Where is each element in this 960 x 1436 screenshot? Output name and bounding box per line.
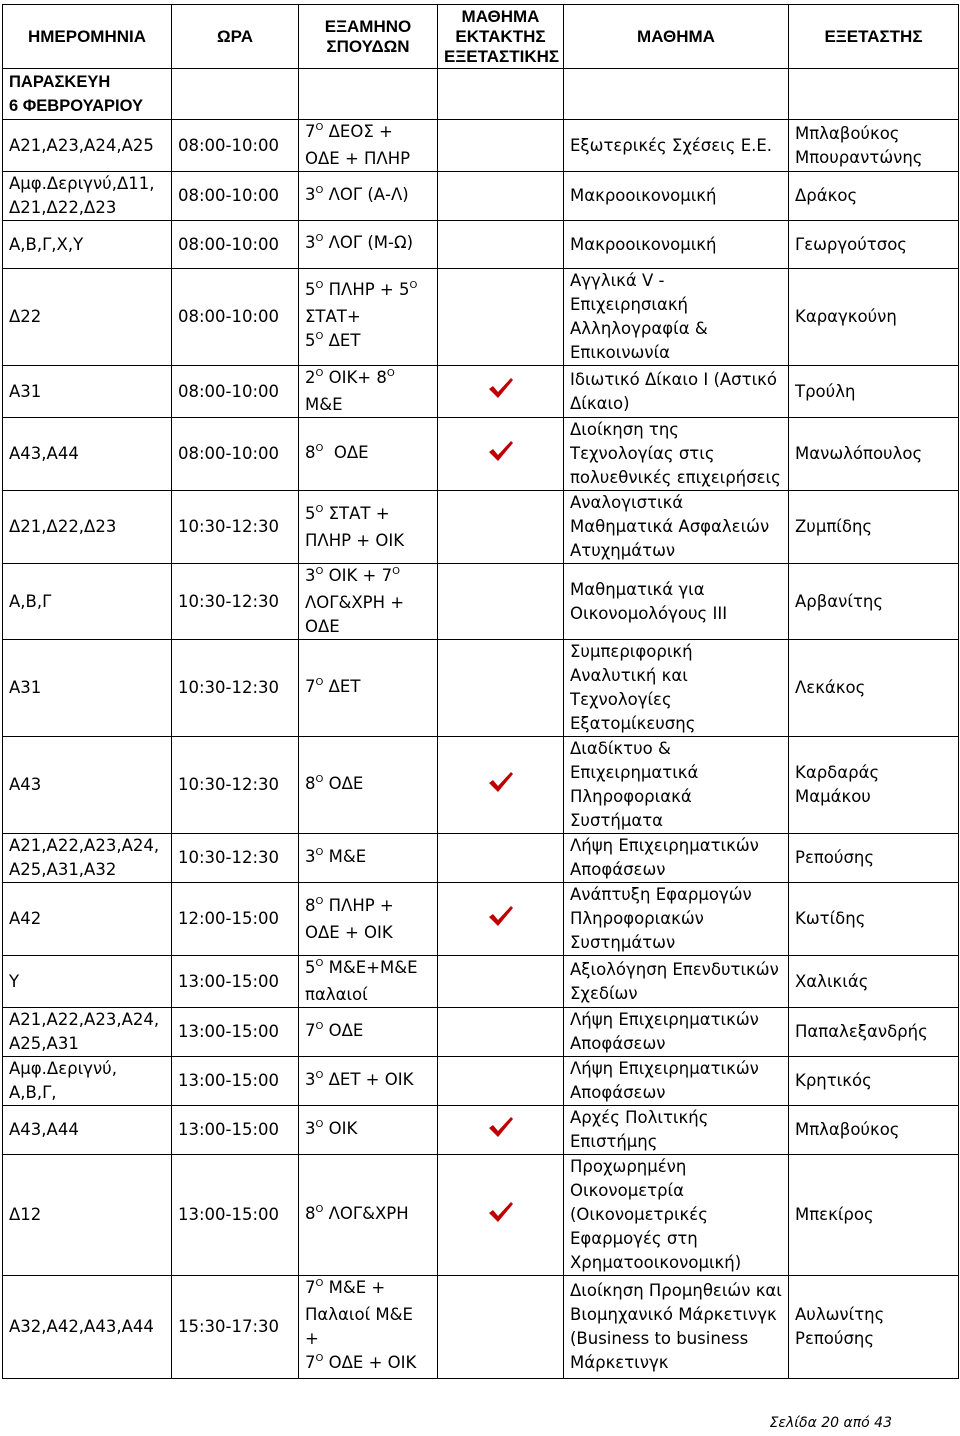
extra-exam-cell xyxy=(438,1155,564,1276)
time-cell: 08:00-10:00 xyxy=(172,418,299,491)
table-row xyxy=(3,269,959,366)
checkmark-icon xyxy=(488,905,514,927)
examiner-cell: Ζυμπίδης xyxy=(789,491,959,564)
course-cell: Λήψη Επιχειρηματικών Αποφάσεων xyxy=(564,834,789,883)
examiner-cell: Μπλαβούκος xyxy=(789,1106,959,1155)
time-cell: 10:30-12:30 xyxy=(172,491,299,564)
semester-cell: $8^O$ ΟΔΕ xyxy=(299,418,438,491)
semester-cell: $7^O$ ΔΕΤ xyxy=(299,640,438,737)
extra-exam-cell xyxy=(438,737,564,834)
time-cell: 10:30-12:30 xyxy=(172,737,299,834)
checkmark-icon xyxy=(488,1201,514,1223)
extra-exam-cell xyxy=(438,366,564,418)
table-row xyxy=(3,120,959,172)
examiner-cell: Παπαλεξανδρής xyxy=(789,1008,959,1057)
semester-cell: $5^O$ Μ&Ε+Μ&Ε παλαιοί xyxy=(299,956,438,1008)
groups-cell: Αμφ.Δεριγνύ, Α,Β,Γ, xyxy=(3,1057,172,1106)
semester-cell: $7^O$ ΔΕΟΣ + ΟΔΕ + ΠΛΗΡ xyxy=(299,120,438,172)
time-cell: 13:00-15:00 xyxy=(172,1008,299,1057)
groups-cell: Α,Β,Γ xyxy=(3,564,172,640)
course-cell: Μακροοικονομική xyxy=(564,221,789,269)
examiner-cell: Δράκος xyxy=(789,172,959,221)
groups-cell: Α31 xyxy=(3,640,172,737)
course-cell: Μαθηματικά για Οικονομολόγους ΙΙΙ xyxy=(564,564,789,640)
time-cell: 12:00-15:00 xyxy=(172,883,299,956)
examiner-cell: Καρδαράς Μαμάκου xyxy=(789,737,959,834)
extra-exam-cell xyxy=(438,418,564,491)
table-row xyxy=(3,737,959,834)
semester-cell: $8^O$ ΛΟΓ&ΧΡΗ xyxy=(299,1155,438,1276)
header-extra-exam: ΜΑΘΗΜΑ ΕΚΤΑΚΤΗΣ ΕΞΕΤΑΣΤΙΚΗΣ xyxy=(438,5,564,69)
table-row xyxy=(3,221,959,269)
groups-cell: Δ22 xyxy=(3,269,172,366)
groups-cell: Δ21,Δ22,Δ23 xyxy=(3,491,172,564)
groups-cell: Αμφ.Δεριγνύ,Δ11, Δ21,Δ22,Δ23 xyxy=(3,172,172,221)
time-cell: 08:00-10:00 xyxy=(172,120,299,172)
time-cell: 13:00-15:00 xyxy=(172,1106,299,1155)
time-cell: 10:30-12:30 xyxy=(172,640,299,737)
examiner-cell: Καραγκούνη xyxy=(789,269,959,366)
examiner-cell: Αρβανίτης xyxy=(789,564,959,640)
header-date: ΗΜΕΡΟΜΗΝΙΑ xyxy=(3,5,172,69)
page-number: Σελίδα 20 από 43 xyxy=(769,1415,892,1431)
checkmark-icon xyxy=(488,377,514,399)
semester-cell: $7^O$ ΟΔΕ xyxy=(299,1008,438,1057)
time-cell: 13:00-15:00 xyxy=(172,1057,299,1106)
examiner-cell: Τρούλη xyxy=(789,366,959,418)
semester-cell: $3^O$ $OIK + 7^O$ ΛΟΓ&ΧΡΗ + ΟΔΕ xyxy=(299,564,438,640)
day-name: ΠΑΡΑΣΚΕΥΗ xyxy=(9,73,111,91)
course-cell: Μακροοικονομική xyxy=(564,172,789,221)
course-cell: Διοίκηση της Τεχνολογίας στις πολυεθνικές επιχειρήσεις xyxy=(564,418,789,491)
header-row xyxy=(3,5,959,69)
examiner-cell: Μανωλόπουλος xyxy=(789,418,959,491)
groups-cell: Α43,Α44 xyxy=(3,1106,172,1155)
table-row xyxy=(3,1276,959,1379)
groups-cell: Α21,Α23,Α24,Α25 xyxy=(3,120,172,172)
semester-cell: $3^O$ ΛΟΓ (Μ-Ω) xyxy=(299,221,438,269)
table-row xyxy=(3,564,959,640)
examiner-cell: Γεωργούτσος xyxy=(789,221,959,269)
groups-cell: Α43 xyxy=(3,737,172,834)
table-row xyxy=(3,640,959,737)
semester-cell: $3^O$ ΛΟΓ (Α-Λ) xyxy=(299,172,438,221)
examiner-cell: Λεκάκος xyxy=(789,640,959,737)
time-cell: 08:00-10:00 xyxy=(172,366,299,418)
time-cell: 10:30-12:30 xyxy=(172,834,299,883)
semester-cell: $5^O$ $\Pi\Lambda HP + 5^O$ ΣΤΑΤ+ $5^O$ ΔΕΤ xyxy=(299,269,438,366)
header-course: ΜΑΘΗΜΑ xyxy=(564,5,789,69)
time-cell: 08:00-10:00 xyxy=(172,172,299,221)
table-row xyxy=(3,883,959,956)
extra-exam-cell xyxy=(438,883,564,956)
examiner-cell: Κωτίδης xyxy=(789,883,959,956)
extra-exam-cell xyxy=(438,1106,564,1155)
semester-cell: $7^O$ Μ&Ε + Παλαιοί Μ&Ε + $7^O$ ΟΔΕ + ΟΙΚ xyxy=(299,1276,438,1379)
groups-cell: Α21,Α22,Α23,Α24, Α25,Α31 xyxy=(3,1008,172,1057)
table-row xyxy=(3,1008,959,1057)
examiner-cell: Αυλωνίτης Ρεπούσης xyxy=(789,1276,959,1379)
header-semester: ΕΞΑΜΗΝΟ ΣΠΟΥΔΩΝ xyxy=(299,5,438,69)
table-row xyxy=(3,834,959,883)
time-cell: 13:00-15:00 xyxy=(172,1155,299,1276)
header-time: ΩΡΑ xyxy=(172,5,299,69)
time-cell: 13:00-15:00 xyxy=(172,956,299,1008)
groups-cell: Α42 xyxy=(3,883,172,956)
table-row xyxy=(3,1155,959,1276)
groups-cell: Υ xyxy=(3,956,172,1008)
course-cell: Προχωρημένη Οικονομετρία (Οικονομετρικές Εφαρμογές στη Χρηματοοικονομική) xyxy=(564,1155,789,1276)
table-row xyxy=(3,491,959,564)
checkmark-icon xyxy=(488,1116,514,1138)
table-row xyxy=(3,1106,959,1155)
groups-cell: Α32,Α42,Α43,Α44 xyxy=(3,1276,172,1379)
examiner-cell: Ρεπούσης xyxy=(789,834,959,883)
table-row xyxy=(3,1057,959,1106)
exam-schedule-table xyxy=(2,4,959,1379)
semester-cell: $8^O$ ΟΔΕ xyxy=(299,737,438,834)
course-cell: Συμπεριφορική Αναλυτική και Τεχνολογίες Εξατομίκευσης xyxy=(564,640,789,737)
time-cell: 08:00-10:00 xyxy=(172,221,299,269)
course-cell: Ανάπτυξη Εφαρμογών Πληροφοριακών Συστημάτων xyxy=(564,883,789,956)
table-row xyxy=(3,366,959,418)
table-row xyxy=(3,956,959,1008)
examiner-cell: Κρητικός xyxy=(789,1057,959,1106)
course-cell: Αξιολόγηση Επενδυτικών Σχεδίων xyxy=(564,956,789,1008)
checkmark-icon xyxy=(488,440,514,462)
time-cell: 08:00-10:00 xyxy=(172,269,299,366)
semester-cell: $3^O$ Μ&Ε xyxy=(299,834,438,883)
groups-cell: Α,Β,Γ,Χ,Υ xyxy=(3,221,172,269)
time-cell: 15:30-17:30 xyxy=(172,1276,299,1379)
day-cell xyxy=(3,69,172,120)
semester-cell: $3^O$ ΟΙΚ xyxy=(299,1106,438,1155)
course-cell: Λήψη Επιχειρηματικών Αποφάσεων xyxy=(564,1057,789,1106)
course-cell: Ιδιωτικό Δίκαιο Ι (Αστικό Δίκαιο) xyxy=(564,366,789,418)
semester-cell: $8^O$ ΠΛΗΡ + ΟΔΕ + ΟΙΚ xyxy=(299,883,438,956)
groups-cell: Δ12 xyxy=(3,1155,172,1276)
course-cell: Αρχές Πολιτικής Επιστήμης xyxy=(564,1106,789,1155)
time-cell: 10:30-12:30 xyxy=(172,564,299,640)
groups-cell: Α43,Α44 xyxy=(3,418,172,491)
course-cell: Διαδίκτυο & Επιχειρηματικά Πληροφοριακά Συστήματα xyxy=(564,737,789,834)
semester-cell: $2^O$ $OIK+ 8^O$ Μ&Ε xyxy=(299,366,438,418)
table-row xyxy=(3,418,959,491)
day-row xyxy=(3,69,959,120)
course-cell: Αναλογιστικά Μαθηματικά Ασφαλειών Ατυχημάτων xyxy=(564,491,789,564)
course-cell: Λήψη Επιχειρηματικών Αποφάσεων xyxy=(564,1008,789,1057)
semester-cell: $5^O$ ΣΤΑΤ + ΠΛΗΡ + ΟΙΚ xyxy=(299,491,438,564)
header-examiner: ΕΞΕΤΑΣΤΗΣ xyxy=(789,5,959,69)
groups-cell: Α31 xyxy=(3,366,172,418)
semester-cell: $3^O$ ΔΕΤ + ΟΙΚ xyxy=(299,1057,438,1106)
course-cell: Αγγλικά V - Επιχειρησιακή Αλληλογραφία & Επικοινωνία xyxy=(564,269,789,366)
course-cell: Διοίκηση Προμηθειών και Βιομηχανικό Μάρκετινγκ (Business to business Μάρκετινγκ xyxy=(564,1276,789,1379)
examiner-cell: Χαλικιάς xyxy=(789,956,959,1008)
day-date: 6 ΦΕΒΡΟΥΑΡΙΟΥ xyxy=(9,97,143,115)
course-cell: Εξωτερικές Σχέσεις Ε.Ε. xyxy=(564,120,789,172)
examiner-cell: Μπλαβούκος Μπουραντώνης xyxy=(789,120,959,172)
groups-cell: Α21,Α22,Α23,Α24, Α25,Α31,Α32 xyxy=(3,834,172,883)
checkmark-icon xyxy=(488,771,514,793)
table-row xyxy=(3,172,959,221)
examiner-cell: Μπεκίρος xyxy=(789,1155,959,1276)
